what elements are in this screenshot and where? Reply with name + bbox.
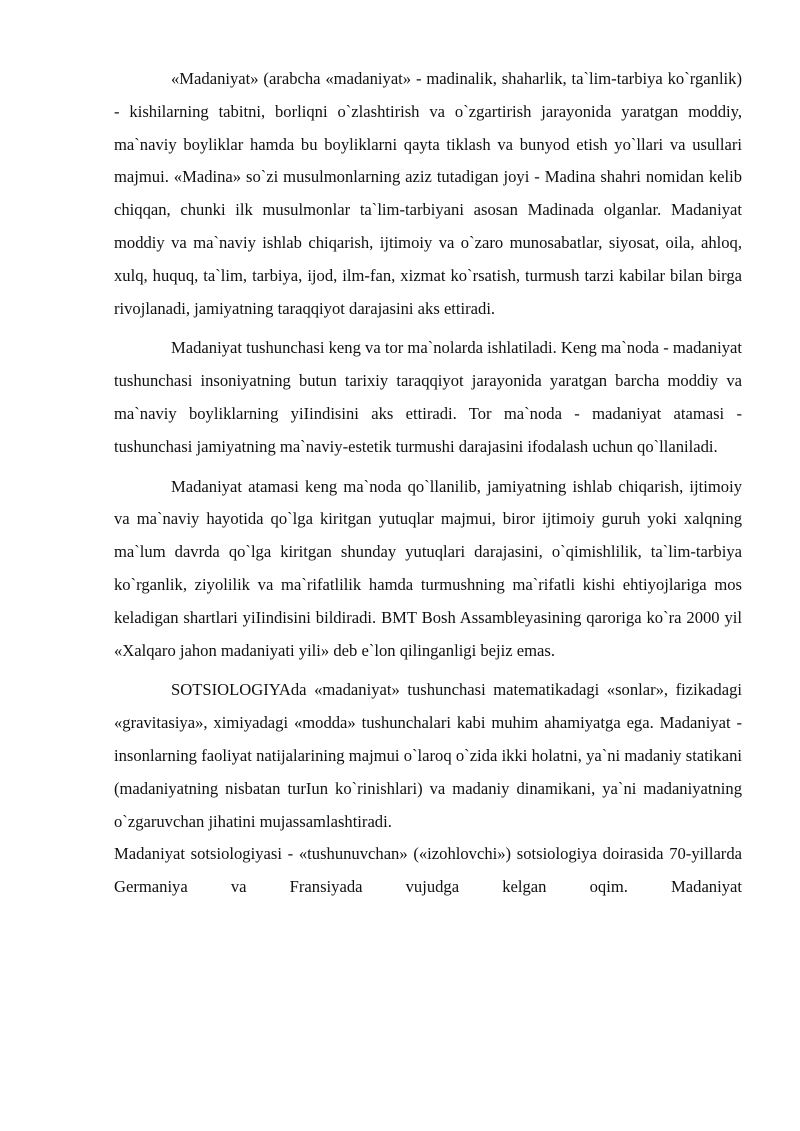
paragraph-madaniyat-definition: «Madaniyat» (arabcha «madaniyat» - madinalik, shaharlik, ta`lim-tarbiya ko`rganlik) - kishilarning tabitni, borliqni o`zlashtirish va o`zgartirish jarayonida yaratgan moddiy, ma`naviy boyliklar hamda bu boyliklarni qayta tiklash va bunyod etish yo`llari va usullari majmui. «Madina» so`zi musulmonlarning aziz tutadigan joyi - Madina shahri nomidan kelib chiqqan, chunki ilk musulmonlar ta`lim-tarbiyani asosan Madinada olganlar. Madaniyat moddiy va ma`naviy ishlab chiqarish, ijtimoiy va o`zaro munosabatlar, siyosat, oila, ahloq, xulq, huquq, ta`lim, tarbiya, ijod, ilm-fan, xizmat ko`rsatish, turmush tarzi kabilar bilan birga rivojlanadi, jamiyatning taraqqiyot darajasini aks ettiradi. xyxy=(114,69,742,318)
paragraph-culture-sociology: Madaniyat sotsiologiyasi - «tushunuvchan» («izohlovchi») sotsiologiya doirasida 70-yillarda Germaniya va Fransiyada vujudga kelgan oqim. Madaniyat xyxy=(114,844,742,897)
paragraph-sociology-concept: SOTSIOLOGIYAda «madaniyat» tushunchasi matematikadagi «sonlar», fizikadagi «gravitasiya», ximiyadagi «modda» tushunchalari kabi muhim ahamiyatga ega. Madaniyat - insonlarning faoliyat natijalarining majmui o`laroq o`zida ikki holatni, ya`ni madaniy statikani (madaniyatning nisbatan turIun ko`rinishlari) va madaniy dinamikani, ya`ni madaniyatning o`zgaruvchan jihatini mujassamlashtiradi. xyxy=(114,680,742,831)
paragraph-broad-narrow-meaning: Madaniyat tushunchasi keng va tor ma`nolarda ishlatiladi. Keng ma`noda - madaniyat tushunchasi insoniyatning butun tarixiy taraqqiyot jarayonida yaratgan barcha moddiy va ma`naviy boyliklarning yiIindisini aks ettiradi. Tor ma`noda - madaniyat atamasi - tushunchasi jamiyatning ma`naviy-estetik turmushi darajasini ifodalash uchun qo`llaniladi. xyxy=(114,338,742,456)
document-body xyxy=(114,63,742,904)
paragraph-broad-meaning-usage: Madaniyat atamasi keng ma`noda qo`llanilib, jamiyatning ishlab chiqarish, ijtimoiy va ma`naviy hayotida qo`lga kiritgan yutuqlar majmui, biror ijtimoiy guruh yoki xalqning ma`lum davrda qo`lga kiritgan shunday yutuqlari darajasini, o`qimishlilik, ta`lim-tarbiya ko`rganlik, ziyolilik va ma`rifatlilik hamda turmushning ma`rifatli kishi ehtiyojlariga mos keladigan shartlari yiIindisini bildiradi. BMT Bosh Assambleyasining qaroriga ko`ra 2000 yil «Xalqaro jahon madaniyati yili» deb e`lon qilinganligi bejiz emas. xyxy=(114,476,742,660)
